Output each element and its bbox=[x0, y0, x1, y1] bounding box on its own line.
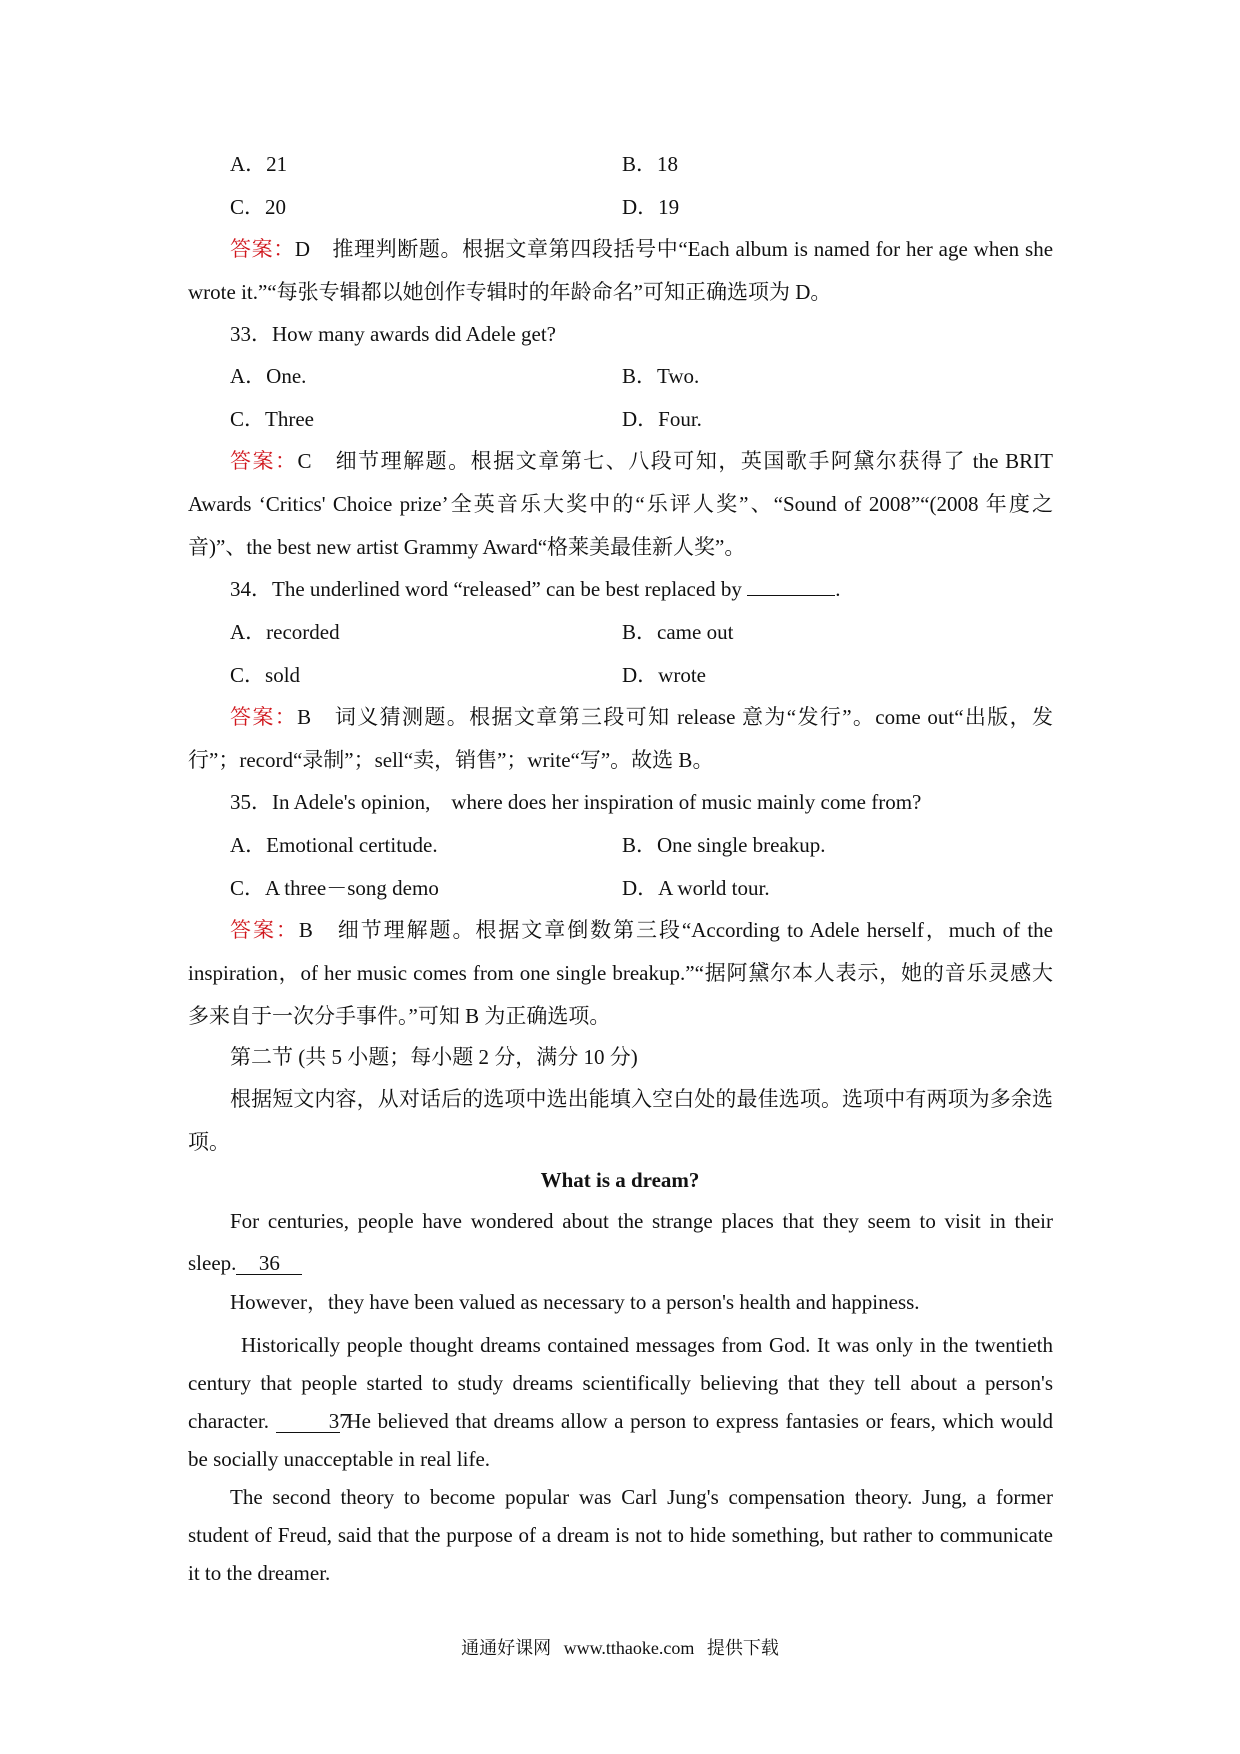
q32-answer: 答案：D 推理判断题。根据文章第四段括号中“Each album is named for her age when she wrote it.”“每张专辑都以她创作专辑时的年龄命名”可知正确选项为 D。 bbox=[188, 237, 1054, 304]
q32-option-a: A．21 bbox=[230, 152, 288, 176]
q34-answer: 答案：B 词义猜测题。根据文章第三段可知 release 意为“发行”。come out“出版，发行”；record“录制”；sell“卖，销售”；write“写”。故选 B。 bbox=[188, 705, 1054, 772]
passage-paragraph-1: For centuries, people have wondered about the strange places that they seem to visit in their bbox=[230, 1209, 1053, 1233]
q33-option-d: D．Four. bbox=[622, 407, 702, 431]
q35-option-a: A．Emotional certitude. bbox=[230, 833, 438, 857]
answer-blank bbox=[747, 595, 835, 596]
q34-option-c: C．sold bbox=[230, 663, 301, 687]
blank-36: 36 bbox=[236, 1252, 302, 1275]
section-heading: 第二节 (共 5 小题；每小题 2 分，满分 10 分) bbox=[230, 1045, 638, 1069]
q35-answer: 答案：B 细节理解题。根据文章倒数第三段“According to Adele herself，much of the inspiration，of her music comes from one single breakup.”“据阿黛尔本人表示，她的音乐灵感大多来自于一次分手事件。”可知 B 为正确选项。 bbox=[188, 918, 1054, 1028]
q33-option-b: B．Two. bbox=[622, 364, 700, 388]
passage-paragraph-4: The second theory to become popular was Carl Jung's compensation theory. Jung, a former student of Freud, said that the purpose of a dream is not to hide something, but rather to communicate it to the dreamer. bbox=[188, 1485, 1053, 1585]
passage-title: What is a dream? bbox=[540, 1168, 700, 1192]
q33-option-c: C．Three bbox=[230, 407, 314, 431]
q35-question: 35．In Adele's opinion, where does her inspiration of music mainly come from? bbox=[230, 790, 922, 814]
q32-option-c: C．20 bbox=[230, 195, 287, 219]
q32-option-b: B．18 bbox=[622, 152, 679, 176]
q34-option-d: D．wrote bbox=[622, 663, 706, 687]
q35-option-d: D．A world tour. bbox=[622, 876, 770, 900]
passage-paragraph-3: Historically people thought dreams contained messages from God. It was only in the twentieth century that people started to study dreams scientifically believing that they tell about a person's character. 37 He believed that dreams allow a person to express fantasies or fears, which would be socially unacceptable in real life. bbox=[188, 1333, 1054, 1471]
q34-option-a: A．recorded bbox=[230, 620, 340, 644]
passage-paragraph-2: However，they have been valued as necessary to a person's health and happiness. bbox=[230, 1290, 920, 1314]
answer-label: 答案： bbox=[230, 918, 299, 942]
answer-label: 答案： bbox=[230, 449, 298, 473]
q33-question: 33．How many awards did Adele get? bbox=[230, 322, 557, 346]
footer-url[interactable]: www.tthaoke.com bbox=[563, 1638, 695, 1658]
answer-label: 答案： bbox=[230, 237, 295, 261]
q34-option-b: B．came out bbox=[622, 620, 734, 644]
answer-label: 答案： bbox=[230, 705, 298, 729]
footer-site-name: 通通好课网 bbox=[461, 1638, 552, 1658]
footer-suffix: 提供下载 bbox=[706, 1638, 779, 1658]
q35-option-b: B．One single breakup. bbox=[622, 833, 826, 857]
q33-option-a: A．One. bbox=[230, 364, 307, 388]
q34-question: 34．The underlined word “released” can be best replaced by . bbox=[230, 577, 841, 601]
q33-answer: 答案：C 细节理解题。根据文章第七、八段可知，英国歌手阿黛尔获得了 the BRIT Awards ‘Critics' Choice prize’全英音乐大奖中的“乐评人奖”、“Sound of 2008”“(2008 年度之音)”、the best new artist Grammy Award“格莱美最佳新人奖”。 bbox=[188, 449, 1053, 559]
section-instructions: 根据短文内容，从对话后的选项中选出能填入空白处的最佳选项。选项中有两项为多余选项。 bbox=[188, 1087, 1053, 1154]
q35-option-c: C．A three－song demo bbox=[230, 876, 439, 900]
page-footer bbox=[0, 1636, 1240, 1660]
q32-option-d: D．19 bbox=[622, 195, 680, 219]
passage-paragraph-1-end: sleep. 36 bbox=[188, 1249, 302, 1277]
blank-37: 37 bbox=[276, 1410, 340, 1433]
